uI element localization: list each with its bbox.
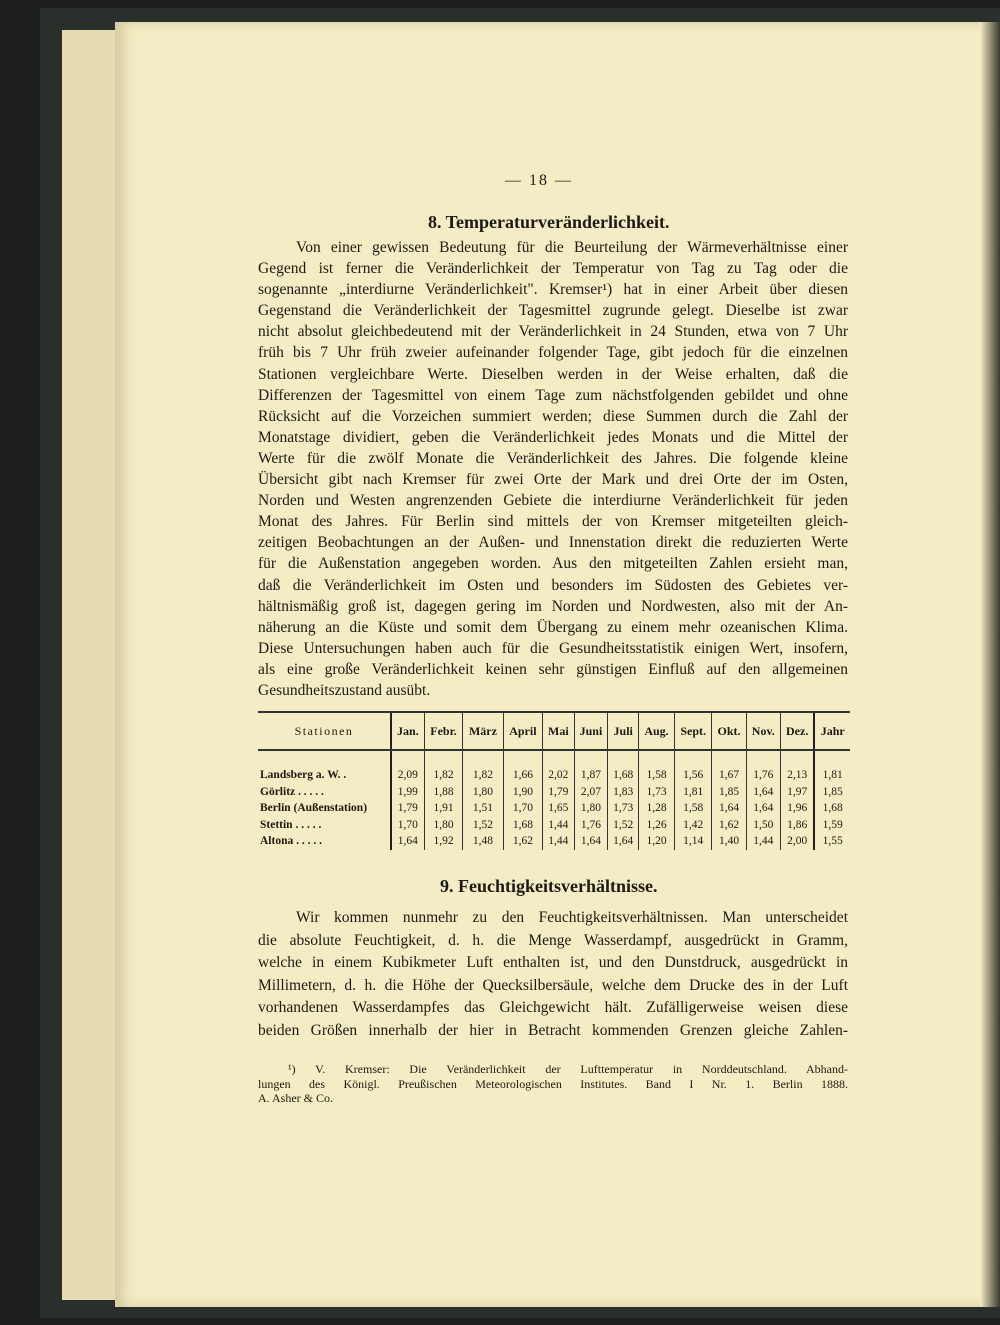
table-row [258,817,850,834]
table-row [258,784,850,801]
text-line: Wir kommen nunmehr zu den Feuchtigkeitsverhältnissen. Man unterscheidet [296,909,848,926]
text-line: Millimetern, d. h. die Höhe der Quecksilbersäule, welche dem Drucke des in der Luft [258,976,848,994]
table-cell: 1,44 [543,833,574,850]
column-header: Juli [608,713,639,750]
table-cell: 1,52 [608,817,639,834]
station-name: Landsberg a. W. . [260,769,347,782]
table-cell: 1,81 [814,750,850,784]
table-cell: 1,68 [814,800,850,817]
table-cell: 1,62 [503,833,543,850]
text-line: vorhandenen Wasserdampfes das Gleichgewicht hält. Zufälligerweise weisen diese [258,999,848,1016]
text-line: A. Asher & Co. [258,1091,333,1105]
table-cell: 1,73 [608,800,639,817]
column-header: Jan. [391,713,424,750]
section-9-title: 9. Feuchtigkeitsverhältnisse. [440,876,658,896]
table-cell: 1,59 [814,817,850,834]
table-cell: 1,20 [639,833,675,850]
table-cell: 1,70 [391,817,424,834]
text-line: Diese Untersuchungen haben auch für die Gesundheitsstatistik einigen Wert, insofern, [258,639,848,657]
page-gutter [980,22,1000,1307]
section-9-paragraph [258,907,848,1042]
table-cell: 1,26 [639,817,675,834]
table-cell: 1,44 [543,817,574,834]
table-cell: 1,64 [391,833,424,850]
text-line: hältnismäßig groß ist, dagegen gering im Norden und Nordwesten, also mit der An- [258,597,848,615]
text-line: beiden Größen innerhalb der hier in Betracht kommenden Grenzen gleiche Zahlen- [258,1021,848,1039]
table-cell: 1,51 [463,800,503,817]
station-name: Berlin (Außenstation) [260,802,368,815]
table-cell: 1,64 [712,800,746,817]
text-line: nicht absolut gleichbedeutend mit der Veränderlichkeit in 24 Stunden, etwa von 7 Uhr [258,323,848,341]
text-line: Von einer gewissen Bedeutung für die Beurteilung der Wärmeverhältnisse einer [296,239,848,256]
table-cell: 1,67 [712,750,746,784]
column-header: Okt. [712,713,746,750]
table-cell: 2,13 [780,750,814,784]
table-row [258,833,850,850]
text-line: Norden und Westen angrenzenden Gebiete die interdiurne Veränderlichkeit für jeden [258,492,848,510]
text-line: Rücksicht auf die Vorzeichen summiert werden; diese Summen durch die Zahl der [258,407,848,425]
text-line: früh bis 7 Uhr früh zweier aufeinander folgender Tage, gibt jedoch für die einzelnen [258,344,848,362]
table-cell: 1,82 [424,750,463,784]
table-row [258,750,850,784]
table-cell: 1,64 [574,833,608,850]
section-8-title: 8. Temperaturveränderlichkeit. [428,212,670,232]
table-cell: 1,64 [608,833,639,850]
table-cell: 1,76 [574,817,608,834]
temperature-table [258,711,850,850]
table-cell: 1,28 [639,800,675,817]
column-header-stationen: Stationen [258,713,391,750]
station-name: Görlitz . . . . . [260,785,324,798]
table-cell: 1,58 [639,750,675,784]
column-header: April [503,713,543,750]
table-cell: 1,62 [712,817,746,834]
table-cell: 1,42 [674,817,711,834]
table-cell: 1,87 [574,750,608,784]
table-cell: 1,92 [424,833,463,850]
station-name: Altona . . . . . [260,835,322,848]
table-cell: 1,79 [543,784,574,801]
text-line: als eine große Veränderlichkeit keinen sehr günstigen Einfluß auf den allgemeinen [258,660,848,678]
text-line: Monatstage dividiert, geben die Veränderlichkeit jedes Monats und die Mittel der [258,428,848,446]
table-cell: 1,83 [608,784,639,801]
table-cell: 1,73 [639,784,675,801]
table-cell: 1,80 [424,817,463,834]
table-cell: 1,86 [780,817,814,834]
table-cell: 1,66 [503,750,543,784]
column-header: Aug. [639,713,675,750]
table-cell: 1,91 [424,800,463,817]
column-header: Nov. [746,713,780,750]
table-cell: 1,97 [780,784,814,801]
table-cell: 2,09 [391,750,424,784]
table-cell: 1,76 [746,750,780,784]
table-cell: 1,48 [463,833,503,850]
column-header: Dez. [780,713,814,750]
text-line: Gegend ist ferner die Veränderlichkeit der Temperatur von Tag zu Tag oder die [258,260,848,278]
text-line: die absolute Feuchtigkeit, d. h. die Menge Wasserdampf, ausgedrückt in Gramm, [258,931,848,949]
text-line: ¹) V. Kremser: Die Veränderlichkeit der Lufttemperatur in Norddeutschland. Abhand- [288,1062,848,1076]
table-cell: 1,64 [746,800,780,817]
text-line: Gesundheitszustand ausübt. [258,681,431,699]
table-cell: 2,00 [780,833,814,850]
table-cell: 1,85 [814,784,850,801]
column-header: Jahr [814,713,850,750]
table-cell: 1,40 [712,833,746,850]
table-cell: 1,64 [746,784,780,801]
table-cell: 1,68 [503,817,543,834]
table-cell: 1,90 [503,784,543,801]
table-cell: 1,80 [463,784,503,801]
column-header: März [463,713,503,750]
table-header-row [258,713,850,750]
text-line: für die Außenstation angegeben worden. Aus den mitgeteilten Zahlen ersieht man, [258,555,848,573]
table-cell: 1,79 [391,800,424,817]
table-cell: 1,50 [746,817,780,834]
table-cell: 1,14 [674,833,711,850]
table-cell: 2,07 [574,784,608,801]
text-line: sogenannte „interdiurne Veränderlichkeit". Kremser¹) hat in einer Arbeit über diesen [258,281,848,299]
table-cell: 1,88 [424,784,463,801]
table-cell: 1,81 [674,784,711,801]
table-cell: 1,56 [674,750,711,784]
text-line: Monat des Jahres. Für Berlin sind mittels der von Kremser mitgeteilten gleich- [258,513,848,531]
table-row [258,800,850,817]
text-line: Stationen vergleichbare Werte. Dieselben werden in der Weise erhalten, daß die [258,365,848,383]
table-cell: 1,68 [608,750,639,784]
text-line: welche in einem Kubikmeter Luft enthalten ist, und den Dunstdruck, ausgedrückt in [258,954,848,971]
footnote [258,1062,848,1106]
table-cell: 1,52 [463,817,503,834]
text-line: Differenzen der Tagesmittel von einem Tage zum nächstfolgenden gebildet und ohne [258,386,848,404]
table-cell: 1,96 [780,800,814,817]
column-header: Juni [574,713,608,750]
text-line: Übersicht gibt nach Kremser für zwei Orte der Mark und drei Orte der im Osten, [258,471,848,489]
station-name: Stettin . . . . . [260,818,322,831]
table-cell: 1,99 [391,784,424,801]
table-cell: 1,80 [574,800,608,817]
table-cell: 1,55 [814,833,850,850]
text-line: näherung an die Küste und somit dem Übergang zu einem mehr ozeanischen Klima. [258,618,848,636]
table-cell: 1,70 [503,800,543,817]
table-cell: 1,85 [712,784,746,801]
column-header: Mai [543,713,574,750]
section-8-paragraph [258,237,848,701]
column-header: Sept. [674,713,711,750]
text-line: daß die Veränderlichkeit im Osten und besonders im Südosten des Gebietes ver- [258,576,848,594]
column-header: Febr. [424,713,463,750]
table-cell: 1,58 [674,800,711,817]
page-number: — 18 — [505,172,573,189]
text-line: Gegenstand die Veränderlichkeit der Tagesmittel zugrunde gelegt. Dieselbe ist zwar [258,302,848,320]
table-cell: 1,82 [463,750,503,784]
text-line: lungen des Königl. Preußischen Meteorologischen Institutes. Band I Nr. 1. Berlin 1888. [258,1076,848,1091]
table-cell: 2,02 [543,750,574,784]
text-line: zeitigen Beobachtungen an der Außen- und Innenstation direkt die reduzierten Werte [258,534,848,552]
table-cell: 1,65 [543,800,574,817]
text-line: Werte für die zwölf Monate die Veränderlichkeit des Jahres. Die folgende kleine [258,449,848,467]
table-cell: 1,44 [746,833,780,850]
